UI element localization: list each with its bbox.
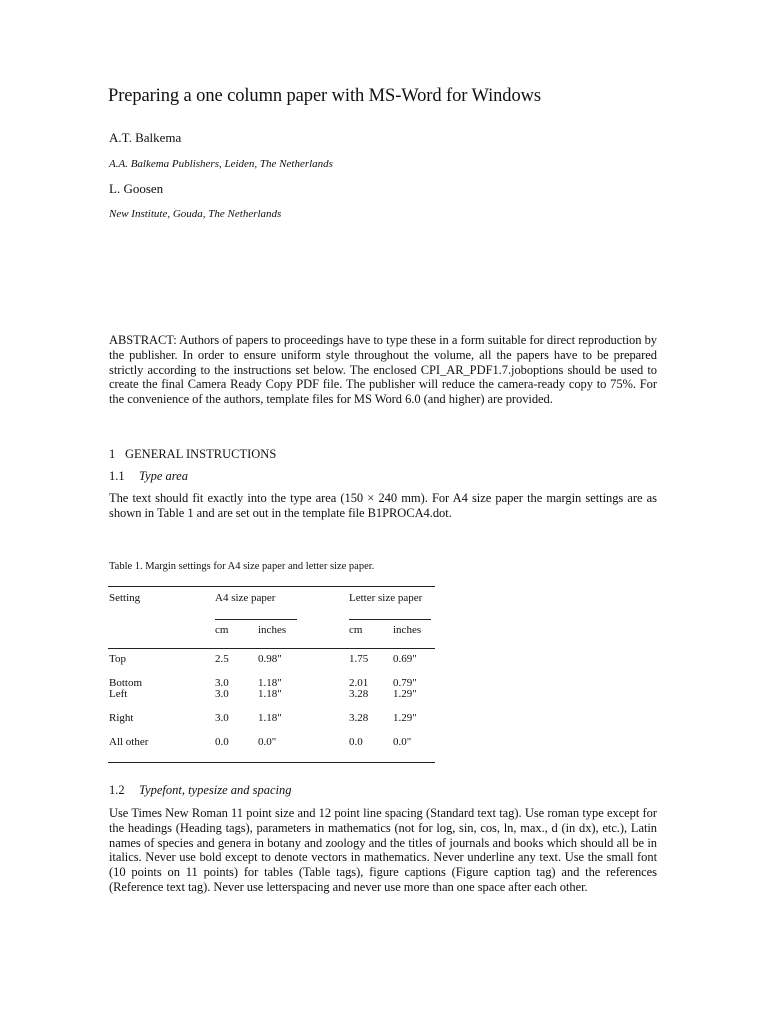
author-affiliation: A.A. Balkema Publishers, Leiden, The Netherlands <box>109 158 333 170</box>
table-cell: 1.18" <box>258 688 282 700</box>
table-cell: 0.0" <box>258 736 277 748</box>
table-row-label: Right <box>109 712 134 724</box>
table-cell: 3.0 <box>215 688 229 700</box>
author-name: A.T. Balkema <box>109 130 182 145</box>
section-heading <box>109 447 276 462</box>
table-top-rule <box>108 586 435 587</box>
table-bottom-rule <box>108 762 435 763</box>
table-unit-inches: inches <box>258 624 287 636</box>
subsection-heading <box>109 783 292 798</box>
table-cell: 1.75 <box>349 653 369 665</box>
table-cell: 0.0" <box>393 736 412 748</box>
author-name: L. Goosen <box>109 181 164 196</box>
subsection-title: Typefont, typesize and spacing <box>139 783 292 797</box>
table-header-setting: Setting <box>109 592 141 604</box>
table-cell: 3.28 <box>349 688 369 700</box>
table-group-rule-a4 <box>215 619 297 620</box>
table-cell: 1.18" <box>258 712 282 724</box>
subsection-number: 1.2 <box>109 783 125 797</box>
subsection-number: 1.1 <box>109 469 125 483</box>
section-title: GENERAL INSTRUCTIONS <box>125 447 277 461</box>
subsection-heading <box>109 469 188 484</box>
table-cell: 3.28 <box>349 712 369 724</box>
table-cell: 2.01 <box>349 677 369 689</box>
table-header-a4: A4 size paper <box>215 592 276 604</box>
table-group-rule-letter <box>349 619 431 620</box>
table-unit-inches: inches <box>393 624 422 636</box>
table-caption: Table 1. Margin settings for A4 size paper and letter size paper. <box>109 561 375 572</box>
table-cell: 1.29" <box>393 688 417 700</box>
table-cell: 1.29" <box>393 712 417 724</box>
table-cell: 0.0 <box>349 736 363 748</box>
table-row-label: Bottom <box>109 677 143 689</box>
table-cell: 0.0 <box>215 736 229 748</box>
table-cell: 0.98" <box>258 653 282 665</box>
subsection-title: Type area <box>139 469 188 483</box>
section-number: 1 <box>109 447 116 461</box>
table-row-label: Top <box>109 653 126 665</box>
table-row-label: All other <box>109 736 149 748</box>
body-paragraph: The text should fit exactly into the type area (150 × 240 mm). For A4 size paper the margin settings are as shown in Table 1 and are set out in the template file B1PROCA4.dot. <box>109 491 657 520</box>
table-cell: 3.0 <box>215 677 229 689</box>
author-affiliation: New Institute, Gouda, The Netherlands <box>109 208 282 220</box>
table-row-label: Left <box>109 688 128 700</box>
table-cell: 0.69" <box>393 653 417 665</box>
table-unit-cm: cm <box>349 624 363 636</box>
abstract-paragraph: ABSTRACT: Authors of papers to proceedings have to type these in a form suitable for direct reproduction by the publisher. In order to ensure uniform style throughout the volume, all the papers have to be prepared strictly according to the instructions set below. The enclosed CPI_AR_PDF1.7.joboptions should be used to create the final Camera Ready Copy PDF file. The publisher will reduce the camera-ready copy to 75%. For the convenience of the authors, template files for MS Word 6.0 (and higher) are provided. <box>109 333 657 407</box>
paper-title: Preparing a one column paper with MS-Word for Windows <box>108 86 541 106</box>
body-paragraph: Use Times New Roman 11 point size and 12 point line spacing (Standard text tag). Use roman type except for the headings (Heading tags), parameters in mathematics (not for log, sin, cos, ln, max., d (in dx), etc.), Latin names of species and genera in botany and zoology and the titles of journals and books which should all be in italics. Never use bold except to denote vectors in mathematics. Never underline any text. Use the small font (10 points on 11 points) for tables (Table tags), figure captions (Figure caption tag) and the references (Reference text tag). Never use letterspacing and never use more than one space after each other. <box>109 806 657 894</box>
table-header-letter: Letter size paper <box>349 592 423 604</box>
table-unit-cm: cm <box>215 624 229 636</box>
table-cell: 3.0 <box>215 712 229 724</box>
table-cell: 2.5 <box>215 653 229 665</box>
table-cell: 0.79" <box>393 677 417 689</box>
table-cell: 1.18" <box>258 677 282 689</box>
table-header-rule <box>108 648 435 649</box>
